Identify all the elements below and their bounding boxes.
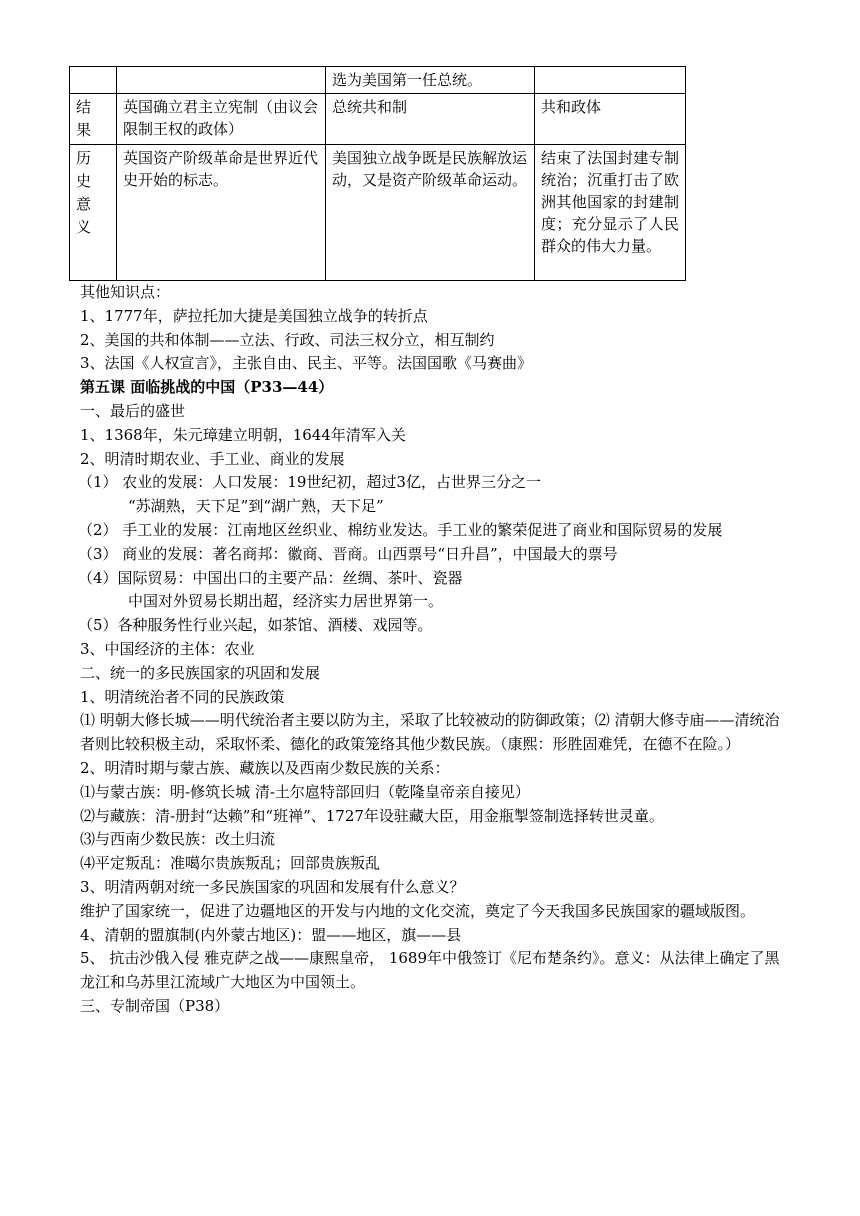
table-cell: 英国确立君主立宪制（由议会限制王权的政体） — [117, 94, 326, 145]
text-line: （3） 商业的发展：著名商邦：徽商、晋商。山西票号“日升昌”，中国最大的票号 — [78, 544, 618, 563]
text-line: 5、 抗击沙俄入侵 雅克萨之战——康熙皇帝， 1689年中俄签订《尼布楚条约》。意义：从法律上确定了黑龙江和乌苏里江流域广大地区为中国领土。 — [80, 949, 780, 992]
document-body — [80, 281, 780, 1019]
text-line: 3、明清两朝对统一多民族国家的巩固和发展有什么意义？ — [80, 877, 465, 896]
row-label-cell — [70, 94, 117, 145]
section-heading: 三、专制帝国（P38） — [80, 996, 230, 1015]
text-line: ⑴ 明朝大修长城——明代统治者主要以防为主，采取了比较被动的防御政策；⑵ 清朝大修寺庙——清统治者则比较积极主动，采取怀柔、德化的政策笼络其他少数民族。（康熙：形胜固难凭，在德不在险。） — [80, 711, 780, 754]
table-cell: 选为美国第一任总统。 — [326, 67, 535, 94]
text-line: （4）国际贸易：中国出口的主要产品：丝绸、茶叶、瓷器 — [78, 568, 463, 587]
text-line: 3、中国经济的主体：农业 — [80, 639, 255, 658]
table-cell — [117, 67, 326, 94]
text-line: ⑷平定叛乱：准噶尔贵族叛乱；回部贵族叛乱 — [80, 854, 381, 873]
text-line: ⑶与西南少数民族：改土归流 — [80, 830, 276, 849]
table-cell: 共和政体 — [535, 94, 686, 145]
text-line: 1、1777年，萨拉托加大捷是美国独立战争的转折点 — [80, 306, 428, 325]
table-row — [70, 67, 686, 94]
text-line: 1、明清统治者不同的民族政策 — [80, 687, 285, 706]
section-heading: 一、最后的盛世 — [80, 401, 186, 420]
text-line: 1、1368年，朱元璋建立明朝，1644年清军入关 — [80, 425, 406, 444]
text-line: 2、美国的共和体制——立法、行政、司法三权分立，相互制约 — [80, 330, 495, 349]
section-heading: 二、统一的多民族国家的巩固和发展 — [80, 663, 321, 682]
row-label-cell — [70, 145, 117, 281]
text-line: ⑴与蒙古族：明-修筑长城 清-土尔扈特部回归（乾隆皇帝亲自接见） — [80, 782, 530, 801]
text-line: 其他知识点： — [80, 283, 171, 301]
text-line: （1） 农业的发展：人口发展：19世纪初，超过3亿，占世界三分之一 — [78, 473, 541, 492]
text-line: （5）各种服务性行业兴起，如茶馆、酒楼、戏园等。 — [78, 616, 433, 635]
table-cell — [535, 67, 686, 94]
text-line: 2、明清时期与蒙古族、藏族以及西南少数民族的关系： — [80, 758, 450, 777]
table-cell: 结束了法国封建专制统治；沉重打击了欧洲其他国家的封建制度；充分显示了人民群众的伟大力量。 — [535, 145, 686, 281]
table-row — [70, 145, 686, 281]
row-label: 结果 — [76, 98, 92, 139]
table-row — [70, 94, 686, 145]
table-cell: 英国资产阶级革命是世界近代史开始的标志。 — [117, 145, 326, 281]
table-cell: 美国独立战争既是民族解放运动，又是资产阶级革命运动。 — [326, 145, 535, 281]
text-line: 2、明清时期农业、手工业、商业的发展 — [80, 449, 345, 468]
text-line: 维护了国家统一，促进了边疆地区的开发与内地的文化交流，奠定了今天我国多民族国家的疆域版图。 — [80, 901, 756, 920]
text-line: 中国对外贸易长期出超，经济实力居世界第一。 — [128, 592, 444, 611]
row-label-cell — [70, 67, 117, 94]
text-line: ⑵与藏族：清-册封“达赖”和“班禅”、1727年设驻藏大臣，用金瓶掣签制选择转世灵童。 — [80, 806, 664, 825]
text-line: 3、法国《人权宣言》，主张自由、民主、平等。法国国歌《马赛曲》 — [80, 354, 533, 373]
lesson-heading: 第五课 面临挑战的中国（P33—44） — [80, 378, 334, 397]
text-line: 4、清朝的盟旗制(内外蒙古地区)：盟——地区，旗——县 — [80, 925, 462, 944]
table-cell: 总统共和制 — [326, 94, 535, 145]
text-line: “苏湖熟，天下足”到“湖广熟，天下足” — [128, 497, 384, 516]
comparison-table — [69, 66, 686, 281]
row-label: 历史意义 — [76, 149, 92, 236]
text-line: （2） 手工业的发展：江南地区丝织业、棉纺业发达。手工业的繁荣促进了商业和国际贸易的发展 — [78, 520, 723, 539]
